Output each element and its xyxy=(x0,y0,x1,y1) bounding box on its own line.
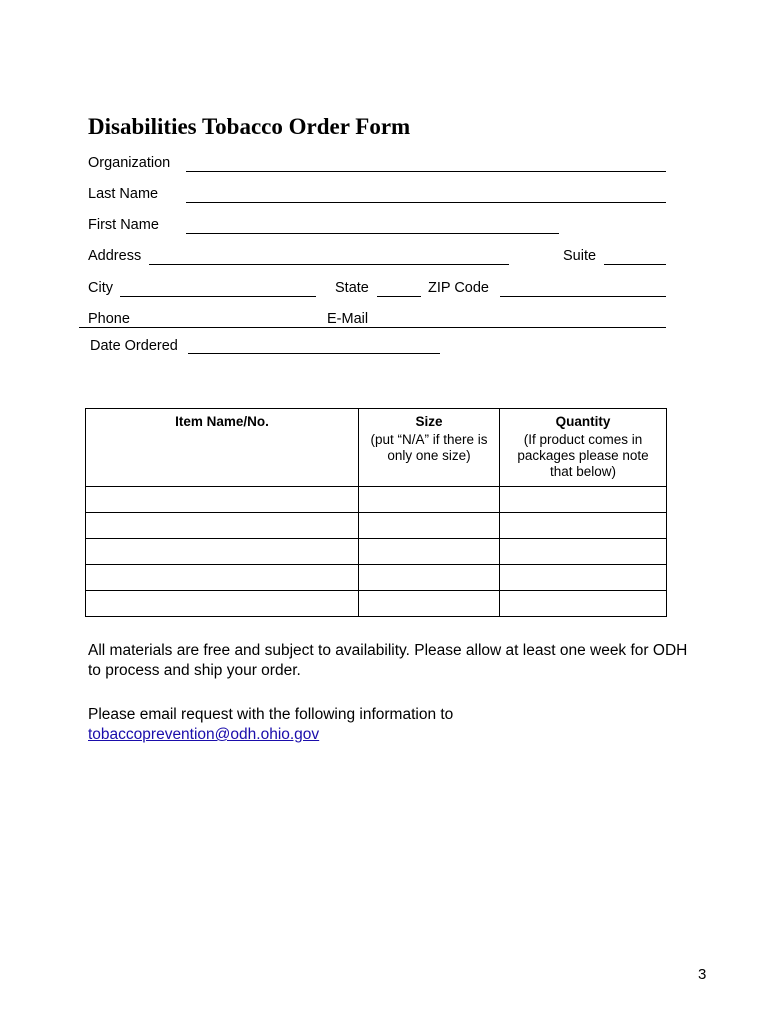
item-name-cell[interactable] xyxy=(86,565,359,591)
quantity-cell[interactable] xyxy=(500,565,667,591)
table-row xyxy=(86,591,667,617)
item-name-header-label: Item Name/No. xyxy=(175,414,269,429)
city-field[interactable] xyxy=(120,296,316,297)
last-name-field[interactable] xyxy=(186,202,666,203)
date-ordered-label: Date Ordered xyxy=(90,338,178,354)
quantity-cell[interactable] xyxy=(500,539,667,565)
suite-label: Suite xyxy=(563,248,597,264)
table-row xyxy=(86,565,667,591)
size-cell[interactable] xyxy=(359,539,500,565)
last-name-label: Last Name xyxy=(88,186,159,202)
table-row xyxy=(86,539,667,565)
date-ordered-field[interactable] xyxy=(188,353,440,354)
item-name-cell[interactable] xyxy=(86,591,359,617)
form-title: Disabilities Tobacco Order Form xyxy=(88,114,411,139)
page-number: 3 xyxy=(698,966,707,983)
email-request-text: Please email request with the following information to xyxy=(88,706,454,723)
address-label: Address xyxy=(88,248,142,264)
item-name-cell[interactable] xyxy=(86,487,359,513)
quantity-header-label: Quantity xyxy=(555,414,611,429)
availability-note: All materials are free and subject to availability. Please allow at least one week for ODH to process and ship your order. xyxy=(88,642,688,679)
state-label: State xyxy=(335,280,369,296)
table-row xyxy=(86,487,667,513)
quantity-cell[interactable] xyxy=(500,513,667,539)
size-cell[interactable] xyxy=(359,487,500,513)
suite-field[interactable] xyxy=(604,264,666,265)
size-cell[interactable] xyxy=(359,565,500,591)
city-label: City xyxy=(88,280,113,296)
size-cell[interactable] xyxy=(359,513,500,539)
zip-label: ZIP Code xyxy=(428,280,489,296)
order-items-table xyxy=(85,408,667,617)
phone-label: Phone xyxy=(88,311,130,327)
size-header-note: (put “N/A” if there is only one size) xyxy=(370,432,488,463)
zip-field[interactable] xyxy=(500,296,666,297)
item-name-cell[interactable] xyxy=(86,539,359,565)
quantity-header xyxy=(500,409,667,487)
size-header xyxy=(359,409,500,487)
table-header-row xyxy=(86,409,667,487)
organization-field[interactable] xyxy=(186,171,666,172)
quantity-header-note: (If product comes in packages please note that below) xyxy=(517,432,649,479)
state-field[interactable] xyxy=(377,296,421,297)
organization-label: Organization xyxy=(88,155,171,171)
item-name-cell[interactable] xyxy=(86,513,359,539)
email-request-note xyxy=(88,705,688,745)
first-name-field[interactable] xyxy=(186,233,559,234)
quantity-cell[interactable] xyxy=(500,487,667,513)
size-cell[interactable] xyxy=(359,591,500,617)
address-field[interactable] xyxy=(149,264,509,265)
email-label: E-Mail xyxy=(327,311,369,327)
table-row xyxy=(86,513,667,539)
first-name-label: First Name xyxy=(88,217,159,233)
phone-email-field[interactable] xyxy=(79,327,666,328)
size-header-label: Size xyxy=(415,414,443,429)
email-link[interactable]: tobaccoprevention@odh.ohio.gov xyxy=(88,726,320,743)
item-name-header xyxy=(86,409,359,487)
quantity-cell[interactable] xyxy=(500,591,667,617)
